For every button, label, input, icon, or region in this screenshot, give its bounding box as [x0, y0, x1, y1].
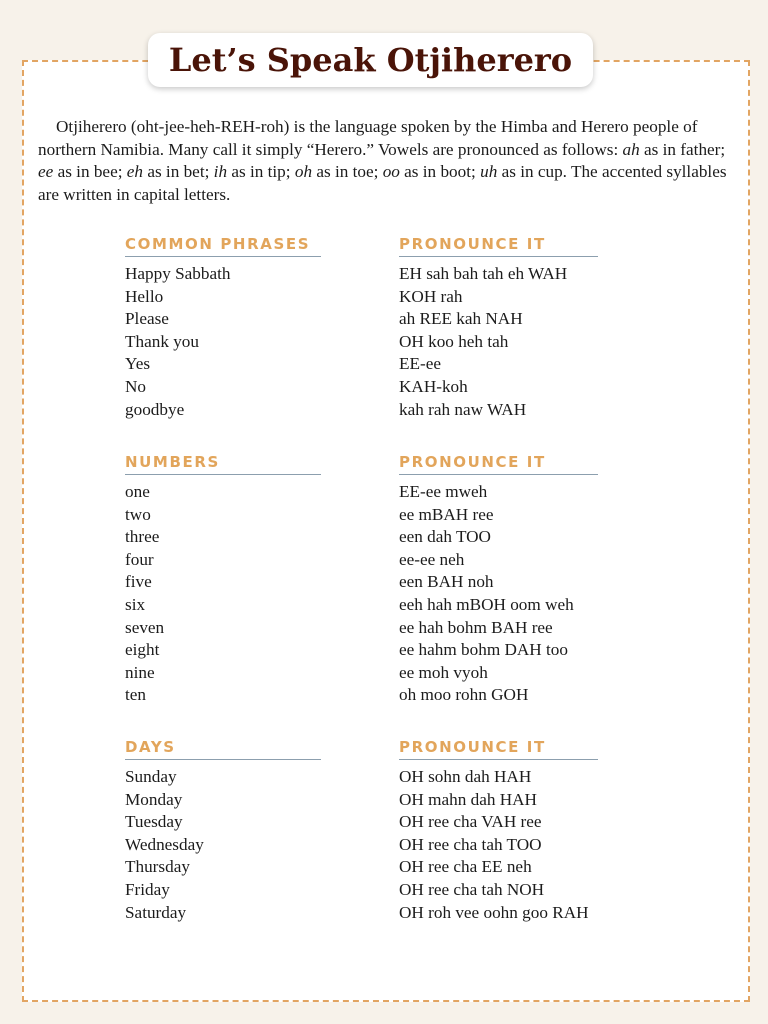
pronunciation-cell: ee hah bohm BAH ree	[399, 617, 553, 637]
page-title: Let’s Speak Otjiherero	[168, 41, 573, 79]
pronunciation-cell: OH mahn dah HAH	[399, 789, 537, 809]
table-row	[125, 376, 705, 399]
vowel-example: ih	[213, 162, 228, 181]
table-row	[125, 594, 705, 617]
phrase-list	[125, 263, 705, 421]
column-header-days: DAYS	[125, 738, 321, 760]
table-row	[125, 789, 705, 812]
table-row	[125, 571, 705, 594]
table-row	[125, 263, 705, 286]
pronunciation-cell: OH ree cha VAH ree	[399, 812, 542, 832]
column-header-pronounce-it: PRONOUNCE IT	[399, 738, 598, 760]
table-row	[125, 766, 705, 789]
pronunciation-cell: ee-ee neh	[399, 549, 465, 569]
term-cell: Thank you	[125, 331, 199, 351]
intro-text: as in father;	[639, 139, 726, 159]
pronunciation-cell: kah rah naw WAH	[399, 399, 527, 419]
intro-text: as in cup. The accented syllables are written in capital letters.	[38, 162, 727, 204]
section-numbers	[125, 453, 705, 707]
vowel-example: oo	[382, 162, 400, 181]
column-header-pronounce-it: PRONOUNCE IT	[399, 235, 598, 257]
table-row	[125, 481, 705, 504]
term-cell: nine	[125, 662, 155, 682]
table-row	[125, 399, 705, 422]
term-cell: five	[125, 572, 152, 592]
pronunciation-cell: OH koo heh tah	[399, 331, 509, 351]
pronunciation-cell: OH ree cha tah NOH	[399, 879, 545, 899]
term-cell: one	[125, 482, 150, 501]
intro-text: as in tip;	[227, 162, 295, 181]
pronunciation-cell: OH ree cha EE neh	[399, 857, 532, 877]
table-row	[125, 331, 705, 354]
table-row	[125, 504, 705, 527]
section-header-row	[125, 738, 705, 760]
section-header-row	[125, 235, 705, 257]
term-cell: ten	[125, 685, 146, 705]
pronunciation-cell: oh moo rohn GOH	[399, 685, 529, 705]
pronunciation-cell: EE-ee	[399, 354, 441, 374]
table-row	[125, 662, 705, 685]
term-cell: two	[125, 504, 151, 524]
vowel-example: eh	[126, 162, 144, 181]
table-row	[125, 834, 705, 857]
intro-text: as in bet;	[143, 162, 214, 181]
intro-text: Otjiherero (oht-jee-heh-REH-roh) is the language spoken by the Himba and Herero people of northern Namibia. Many call it simply “Herero.” Vowels are pronounced as follows:	[38, 117, 698, 159]
term-cell: Saturday	[125, 902, 187, 922]
table-row	[125, 879, 705, 902]
table-row	[125, 549, 705, 572]
term-cell: goodbye	[125, 399, 185, 419]
term-cell: Thursday	[125, 857, 190, 877]
term-cell: three	[125, 527, 160, 547]
term-cell: six	[125, 594, 146, 614]
term-cell: Yes	[125, 354, 151, 374]
section-common-phrases	[125, 235, 705, 421]
pronunciation-cell: ee mBAH ree	[399, 504, 494, 524]
pronunciation-cell: een dah TOO	[399, 527, 491, 547]
vowel-example: oh	[294, 162, 313, 181]
term-cell: seven	[125, 617, 165, 637]
term-cell: Happy Sabbath	[125, 264, 231, 283]
section-days	[125, 738, 705, 924]
term-cell: Sunday	[125, 767, 177, 786]
term-cell: Monday	[125, 789, 183, 809]
table-row	[125, 811, 705, 834]
pronunciation-cell: EE-ee mweh	[399, 482, 488, 501]
column-header-common-phrases: COMMON PHRASES	[125, 235, 321, 257]
vowel-example: uh	[480, 162, 498, 181]
table-row	[125, 617, 705, 640]
term-cell: eight	[125, 640, 160, 660]
term-cell: No	[125, 376, 147, 396]
pronunciation-cell: ee moh vyoh	[399, 662, 488, 682]
vowel-example: ee	[38, 162, 54, 181]
intro-text: as in bee;	[53, 162, 127, 181]
term-cell: Wednesday	[125, 834, 204, 854]
pronunciation-cell: eeh hah mBOH oom weh	[399, 594, 574, 614]
pronunciation-cell: een BAH noh	[399, 572, 494, 592]
term-cell: Hello	[125, 286, 164, 306]
intro-text: as in boot;	[399, 162, 481, 181]
table-row	[125, 526, 705, 549]
table-row	[125, 308, 705, 331]
term-cell: Please	[125, 309, 169, 329]
title-banner	[148, 33, 593, 87]
pronunciation-cell: KOH rah	[399, 286, 463, 306]
term-cell: four	[125, 549, 154, 569]
table-row	[125, 286, 705, 309]
pronunciation-cell: KAH-koh	[399, 376, 468, 396]
table-row	[125, 639, 705, 662]
intro-text: as in toe;	[312, 162, 383, 181]
pronunciation-cell: OH sohn dah HAH	[399, 767, 532, 786]
pronunciation-cell: OH roh vee oohn goo RAH	[399, 902, 589, 922]
table-row	[125, 684, 705, 707]
number-list	[125, 481, 705, 707]
intro-paragraph	[38, 116, 728, 206]
column-header-numbers: NUMBERS	[125, 453, 321, 475]
day-list	[125, 766, 705, 924]
section-header-row	[125, 453, 705, 475]
table-row	[125, 902, 705, 925]
pronunciation-cell: ah REE kah NAH	[399, 309, 523, 329]
pronunciation-cell: OH ree cha tah TOO	[399, 834, 542, 854]
table-row	[125, 353, 705, 376]
pronunciation-cell: ee hahm bohm DAH too	[399, 640, 568, 660]
pronunciation-cell: EH sah bah tah eh WAH	[399, 264, 568, 283]
table-row	[125, 856, 705, 879]
vowel-example: ah	[622, 139, 640, 159]
term-cell: Tuesday	[125, 812, 183, 832]
term-cell: Friday	[125, 879, 170, 899]
column-header-pronounce-it: PRONOUNCE IT	[399, 453, 598, 475]
